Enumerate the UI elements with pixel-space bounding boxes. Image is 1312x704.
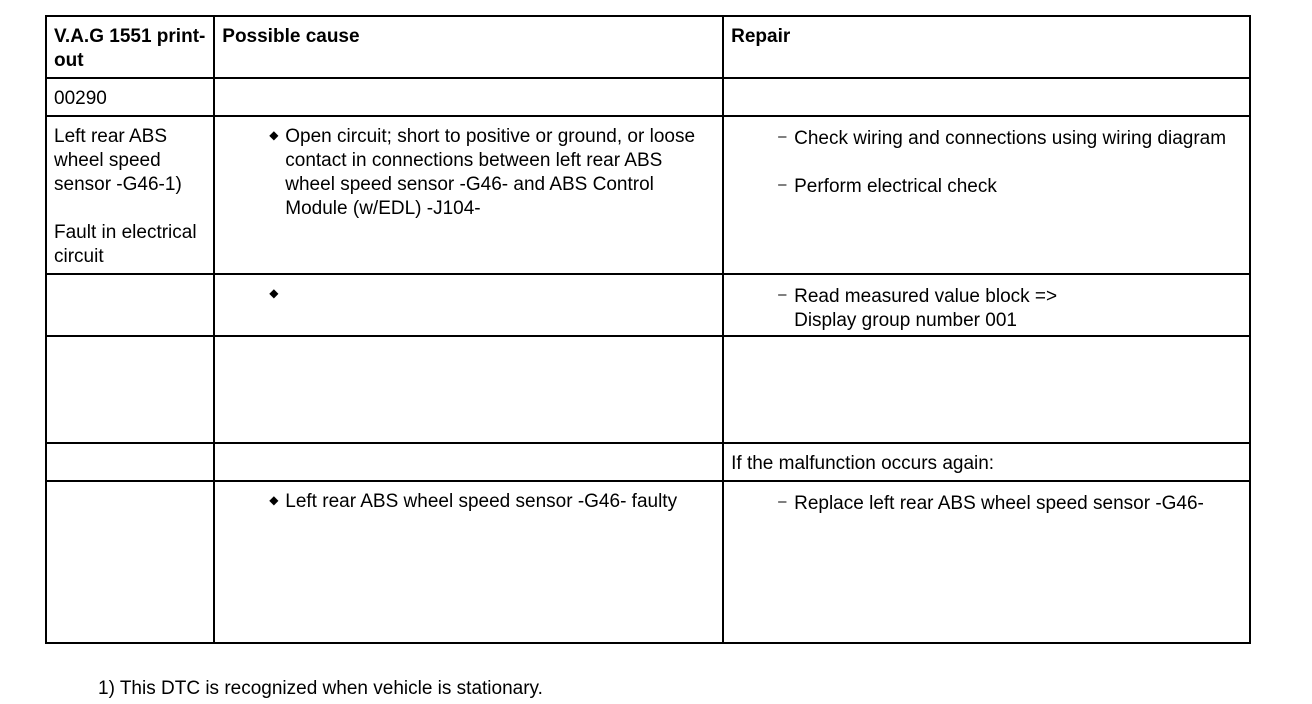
bullet-icon: ◆ [269,286,279,300]
bullet-icon: ◆ [269,128,279,142]
cell-empty [46,443,214,481]
cell-empty [214,78,723,116]
header-cell-repair [723,16,1250,78]
header-cell-printout [46,16,214,78]
cell-repair [723,116,1250,274]
header-printout-label: V.A.G 1551 print-out [54,26,206,71]
repair-step-text: Check wiring and connections using wiring diagram [794,128,1227,149]
cell-empty [46,481,214,643]
cell-dtc-code [46,78,214,116]
list-item [724,117,1249,151]
list-item [724,482,1249,516]
cell-empty [723,78,1250,116]
list-item [724,275,1249,333]
repair-step-text: Perform electrical check [794,176,997,197]
dtc-code: 00290 [54,88,107,109]
fault-description: Fault in electrical circuit [54,222,197,267]
header-repair-label: Repair [731,26,791,47]
cell-empty [723,336,1250,443]
cell-repair [723,481,1250,643]
cell-empty [46,274,214,336]
repair-step-text: Display group number 001 [794,310,1017,331]
table-row-measured-value [46,274,1250,336]
cell-empty [214,336,723,443]
table-row-fault [46,116,1250,274]
repair-step-text: Replace left rear ABS wheel speed sensor -G46- [794,493,1204,514]
cell-possible-cause [214,274,723,336]
header-possible-cause-label: Possible cause [222,26,360,47]
dtc-table [45,15,1251,644]
bullet-icon: ◆ [269,493,279,507]
header-cell-possible-cause [214,16,723,78]
cell-empty [46,336,214,443]
dash-icon: – [778,286,787,303]
table-header-row [46,16,1250,78]
cause-text: Left rear ABS wheel speed sensor -G46- faulty [285,491,678,512]
table-row-recurrence [46,443,1250,481]
recurrence-note: If the malfunction occurs again: [731,453,995,474]
list-item [215,482,722,514]
dash-icon: – [778,493,787,510]
cell-repair [723,443,1250,481]
table-row-replace [46,481,1250,643]
cell-possible-cause [214,116,723,274]
table-row-empty [46,336,1250,443]
cause-text: Open circuit; short to positive or ground, or loose contact in connections between left rear ABS wheel speed sensor -G46- and ABS Control Module (w/EDL) -J104- [285,126,696,219]
cell-repair [723,274,1250,336]
repair-step-text: Read measured value block => [794,286,1058,307]
dash-icon: – [778,176,787,193]
list-item [215,275,722,303]
table-row-code [46,78,1250,116]
dash-icon: – [778,128,787,145]
footnote: 1) This DTC is recognized when vehicle is stationary. [98,678,543,699]
cell-empty [214,443,723,481]
component-name: Left rear ABS wheel speed sensor -G46-1) [54,126,182,195]
list-item [724,151,1249,199]
cell-possible-cause [214,481,723,643]
cell-component [46,116,214,274]
list-item [215,117,722,221]
